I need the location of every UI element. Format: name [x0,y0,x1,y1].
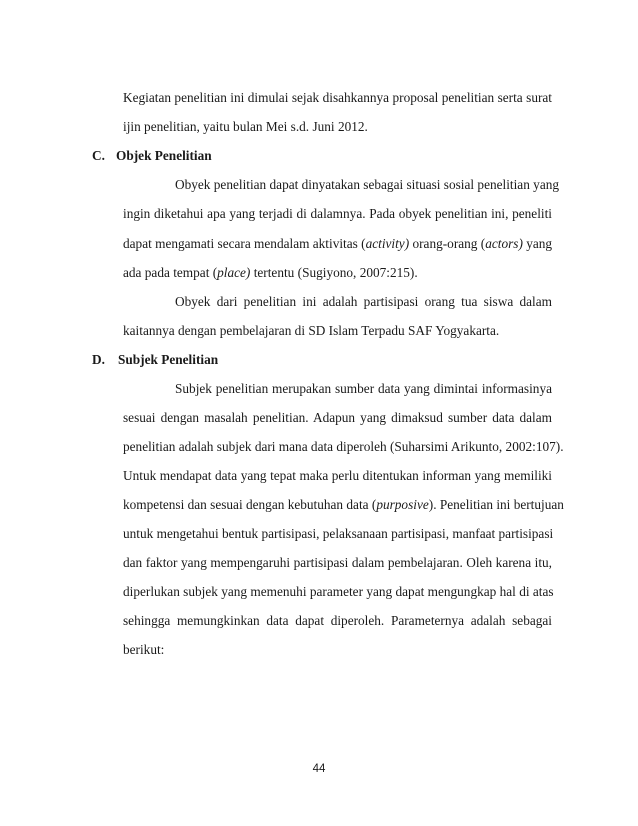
text-span: tertentu (Sugiyono, 2007:215). [250,265,418,280]
text-span: orang-orang ( [409,236,486,251]
paragraph-line: sehingga memungkinkan data dapat diperoleh. Parameternya adalah sebagai [123,613,552,628]
text-span: ada pada tempat ( [123,265,218,280]
paragraph-line: ingin diketahui apa yang terjadi di dalamnya. Pada obyek penelitian ini, peneliti [123,206,552,221]
page-number: 44 [312,763,326,775]
paragraph-line: Obyek dari penelitian ini adalah partisipasi orang tua siswa dalam [175,294,552,309]
paragraph-line: Obyek penelitian dapat dinyatakan sebagai situasi sosial penelitian yang [175,177,560,192]
section-title: Subjek Penelitian [118,352,219,367]
paragraph-line: kaitannya dengan pembelajaran di SD Islam Terpadu SAF Yogyakarta. [123,323,500,338]
paragraph-line: Subjek penelitian merupakan sumber data yang dimintai informasinya [175,381,552,396]
section-number: C. [92,148,105,163]
italic-term: place) [217,265,251,280]
paragraph-line: Kegiatan penelitian ini dimulai sejak disahkannya proposal penelitian serta surat [123,90,552,105]
paragraph-line [123,497,564,513]
paragraph-line: penelitian adalah subjek dari mana data diperoleh (Suharsimi Arikunto, 2002:107). [123,439,564,454]
section-number: D. [92,352,105,367]
paragraph-line [123,236,552,252]
paragraph-line: sesuai dengan masalah penelitian. Adapun yang dimaksud sumber data dalam [123,410,552,425]
paragraph-line: ijin penelitian, yaitu bulan Mei s.d. Juni 2012. [123,119,368,134]
paragraph-line: dan faktor yang mempengaruhi partisipasi dalam pembelajaran. Oleh karena itu, [123,555,552,570]
section-heading-c [92,148,212,164]
paragraph-line: berikut: [123,642,165,657]
text-span: kompetensi dan sesuai dengan kebutuhan data ( [123,497,377,512]
italic-term: actors) [485,236,523,251]
text-span: dapat mengamati secara mendalam aktivitas ( [123,236,366,251]
section-heading-d [92,352,218,368]
italic-term: activity) [365,236,410,251]
italic-term: purposive [376,497,429,512]
paragraph-line: untuk mengetahui bentuk partisipasi, pelaksanaan partisipasi, manfaat partisipasi [123,526,554,541]
paragraph-line [123,265,552,281]
paragraph-line: diperlukan subjek yang memenuhi parameter yang dapat mengungkap hal di atas [123,584,554,599]
section-title: Objek Penelitian [116,148,212,163]
text-span: ). Penelitian ini bertujuan [428,497,564,512]
paragraph-line: Untuk mendapat data yang tepat maka perlu ditentukan informan yang memiliki [123,468,552,483]
text-span: yang [522,236,553,251]
